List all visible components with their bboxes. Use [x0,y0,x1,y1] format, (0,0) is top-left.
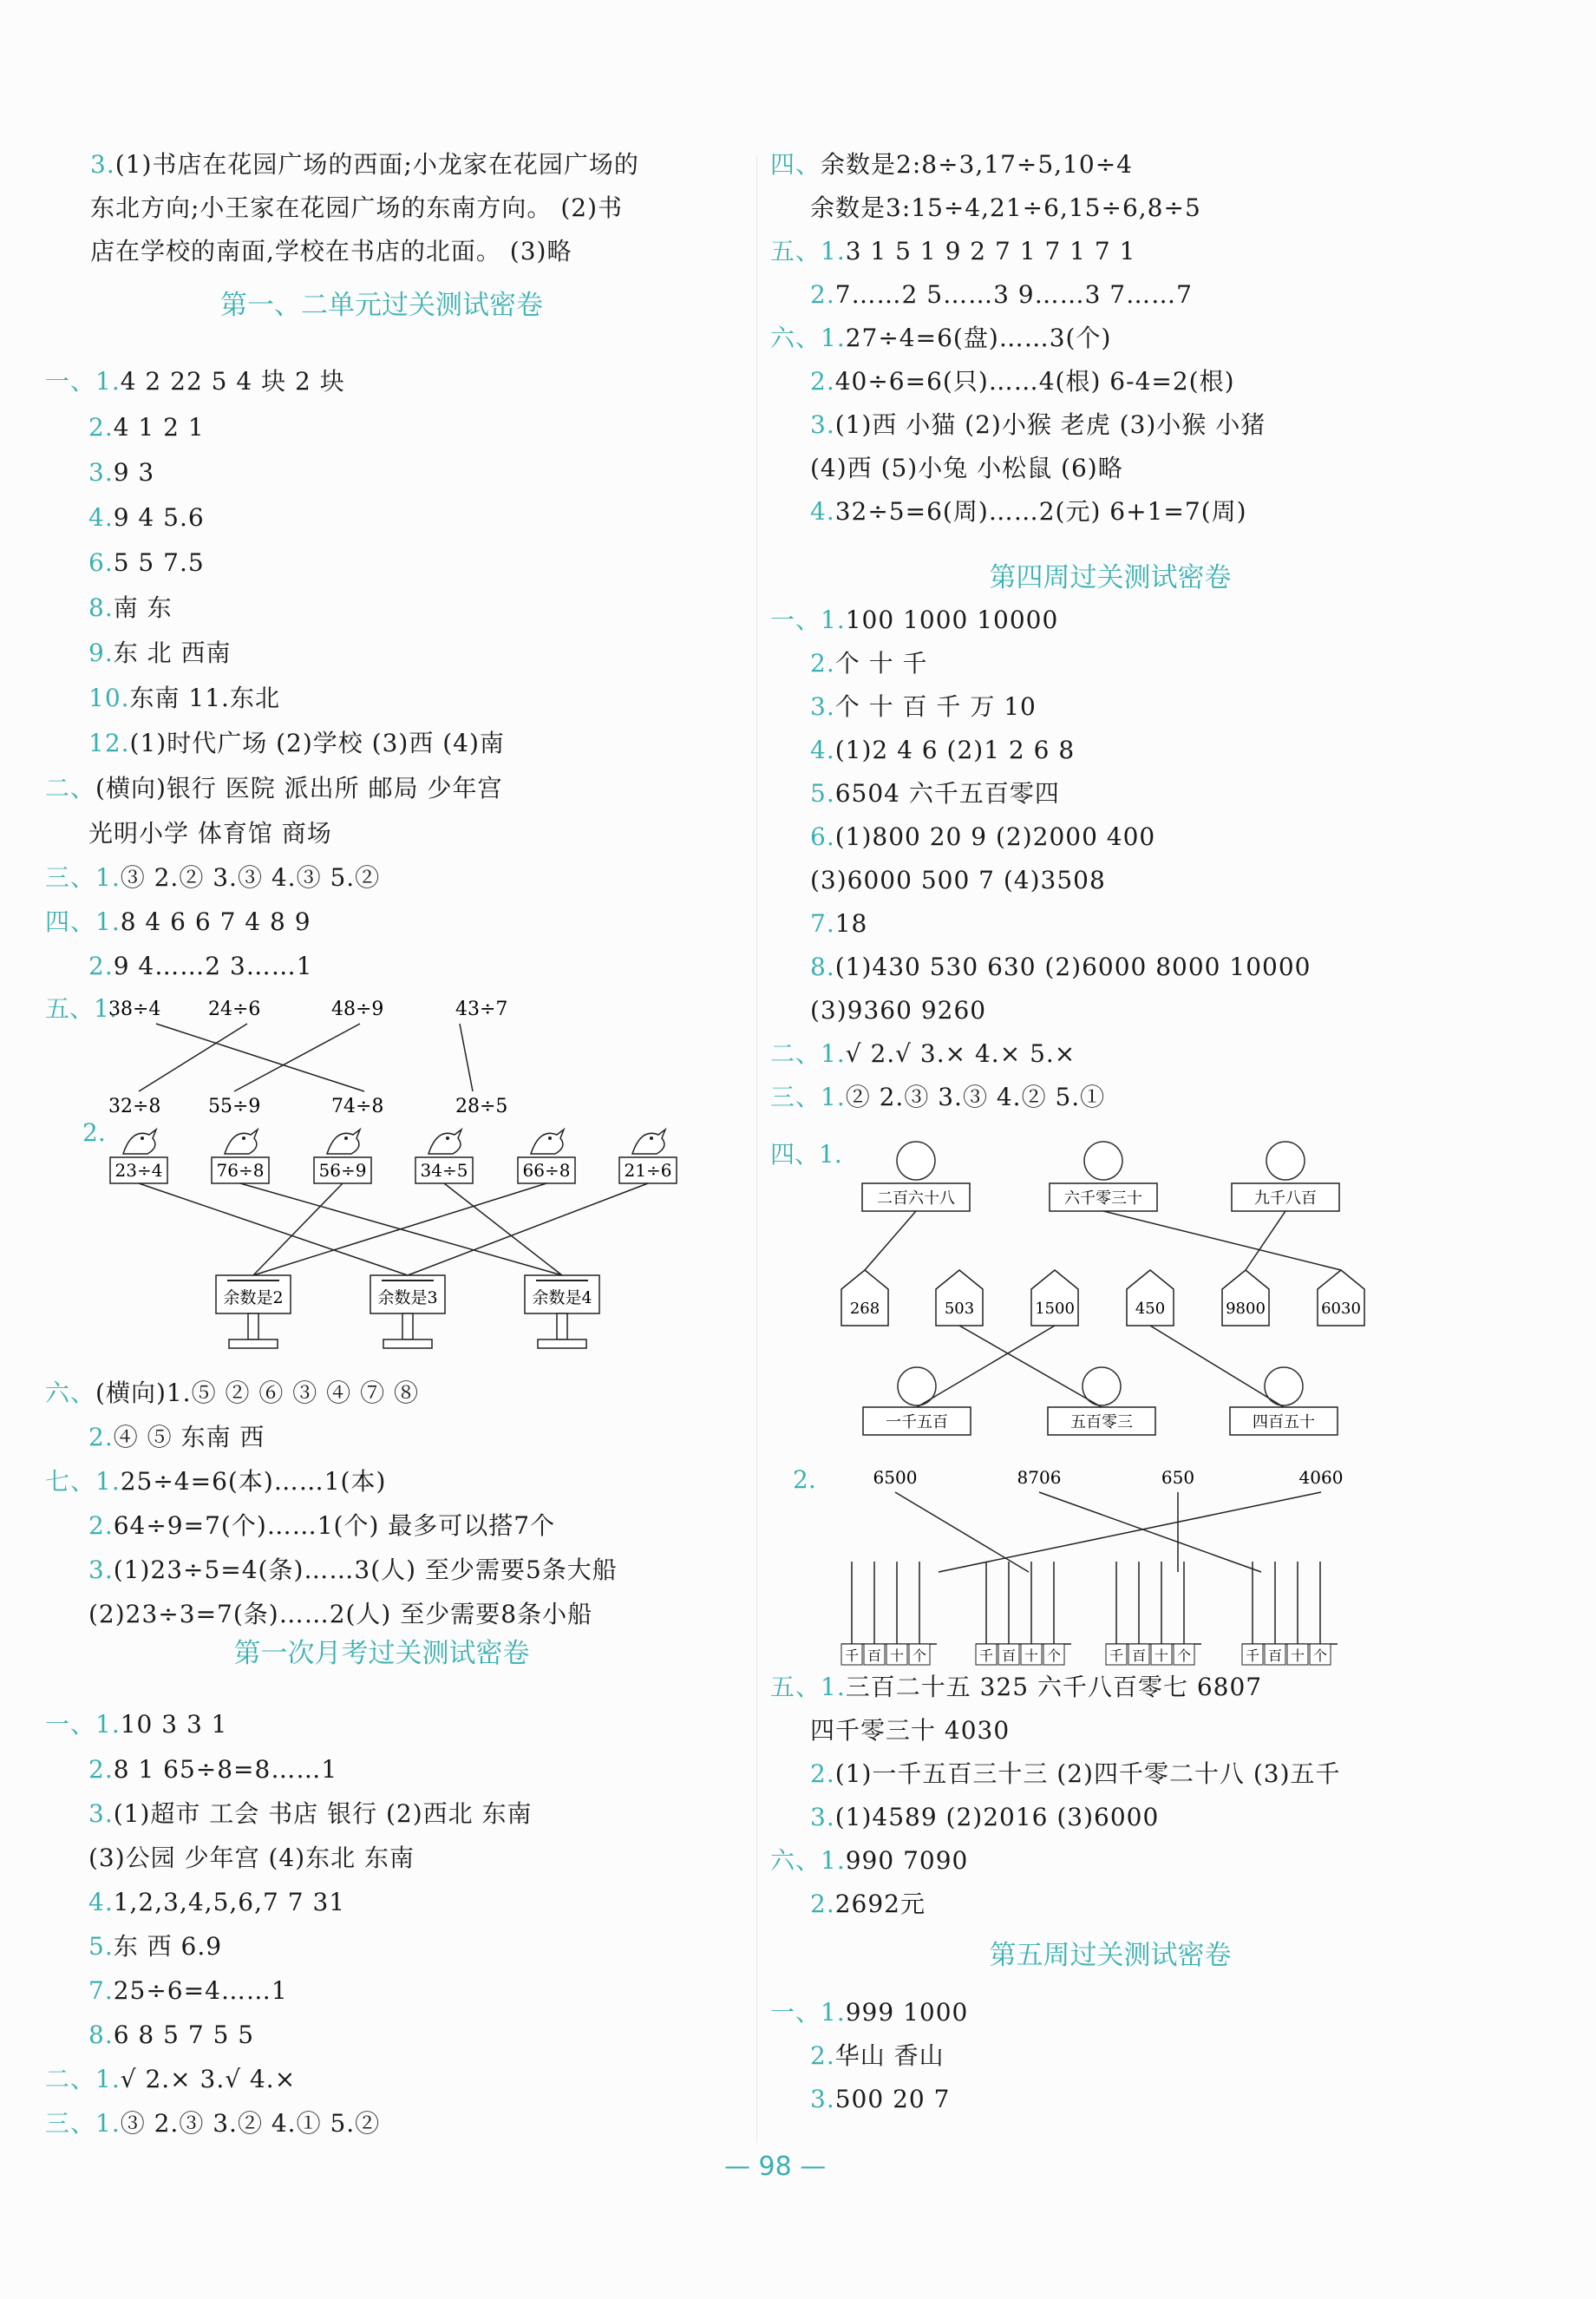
expression-text: 21÷6 [624,1160,672,1181]
house-number: 9800 [1226,1300,1266,1318]
bird-icon [632,1130,665,1154]
answer-text: ③ 2.② 3.③ 4.③ 5.② [120,863,381,892]
answer-line [88,1509,555,1543]
answer-text: (1)430 530 630 (2)6000 8000 10000 [834,953,1311,981]
diagram-label: 2. [82,1119,106,1147]
answer-text: (1)2 4 6 (2)1 2 6 8 [834,736,1076,764]
place-label: 十 [1024,1647,1039,1664]
answer-line [810,690,1037,724]
diagram-label: 五、1. [45,994,117,1023]
answer-text: 四千零三十 4030 [810,1716,1011,1745]
stand-icon [525,1275,599,1348]
answer-line [810,1713,1010,1748]
abacus-match-diagram [763,1457,1423,1666]
answer-text: (横向)银行 医院 派出所 邮局 少年宫 [95,774,503,802]
answer-line [810,1800,1159,1835]
item-number: 一、1. [45,367,121,396]
answer-line [88,1929,222,1964]
answer-line [88,1797,533,1831]
answer-text: 店在学校的南面,学校在书店的北面。 (3)略 [90,237,572,265]
sign-text: 二百六十八 [877,1189,955,1208]
item-number: 2. [810,280,835,309]
answer-text: (1)书店在花园广场的西面;小龙家在花园广场的 [114,150,639,179]
answer-text: (横向)1.⑤ ② ⑥ ③ ④ ⑦ ⑧ [95,1379,419,1407]
answer-text: 1,2,3,4,5,6,7 7 31 [113,1888,346,1916]
item-number: 3. [810,2085,835,2113]
item-number: 12. [88,729,130,757]
answer-text: 6504 六千五百零四 [834,779,1060,808]
house-number: 6030 [1321,1300,1361,1318]
answer-text: 东 北 西南 [113,639,232,667]
item-number: 4. [810,497,835,526]
expr: 43÷7 [455,999,508,1020]
answer-text: 光明小学 体育馆 商场 [88,819,332,848]
item-number: 一、1. [45,1710,121,1739]
answer-text: 3 1 5 1 9 2 7 1 7 1 7 1 [845,237,1136,265]
place-label: 百 [1267,1647,1283,1664]
answer-text: (3)9360 9260 [810,996,987,1025]
place-label: 千 [1109,1647,1124,1664]
item-number: 3. [810,1803,835,1831]
answer-text: 27÷4=6(盘)……3(个) [845,324,1112,352]
item-number: 8. [810,953,835,981]
answer-text: (1)800 20 9 (2)2000 400 [834,822,1156,851]
answer-line [88,726,505,761]
answer-text: 东北方向;小王家在花园广场的东南方向。 (2)书 [90,193,623,222]
answer-line [770,321,1111,356]
answer-line [810,1757,1341,1791]
expression-text: 34÷5 [420,1160,468,1181]
item-number: 一、1. [770,1998,846,2027]
answer-line [810,863,1106,898]
item-number: 三、1. [770,1083,846,1111]
answer-text: 6 8 5 7 5 5 [113,2021,255,2049]
answer-line [88,410,205,445]
answer-line [810,950,1311,985]
sign-text: 九千八百 [1254,1189,1317,1208]
answer-line [45,2062,296,2097]
place-label: 百 [1131,1647,1147,1664]
answer-text: 东 西 6.9 [113,1932,223,1961]
expr: 28÷5 [455,1096,508,1117]
item-number: 6. [88,548,114,577]
item-number: 3. [88,1799,114,1828]
answer-text: 4 1 2 1 [113,413,205,442]
stand-icon [370,1275,445,1348]
stand-label: 余数是2 [223,1288,284,1307]
answer-text: 9 3 [113,458,155,487]
item-number: 2. [810,2041,835,2070]
item-number: 二、1. [770,1039,846,1068]
answer-line [770,1844,968,1878]
answer-text: 余数是3:15÷4,21÷6,15÷6,8÷5 [810,193,1201,222]
answer-line [770,1995,968,2030]
answer-text: 个 十 百 千 万 10 [834,692,1037,721]
number-label: 650 [1161,1467,1195,1488]
place-label: 个 [912,1647,927,1664]
item-number: 9. [88,639,114,667]
stand-label: 余数是4 [532,1288,592,1307]
answer-text: 500 20 7 [834,2085,951,2113]
answer-text: ② 2.③ 3.③ 4.② 5.① [845,1083,1106,1111]
answer-line [810,1887,926,1922]
answer-line [88,1974,288,2008]
answer-text: 8 4 6 6 7 4 8 9 [120,907,311,936]
answer-text: 32÷5=6(周)……2(元) 6+1=7(周) [834,497,1247,526]
answer-text: (1)时代广场 (2)学校 (3)西 (4)南 [129,729,505,757]
item-number: 六、1. [770,324,846,352]
expression-text: 23÷4 [114,1160,163,1181]
item-number: 2. [88,952,114,980]
item-number: 六、1. [770,1846,846,1875]
answer-line [88,1597,592,1632]
answer-line [810,733,1075,768]
item-number: 三、1. [45,2109,121,2138]
item-number: 4. [810,736,835,764]
answer-line [810,2039,945,2073]
answer-line [88,636,232,671]
abacus-icon [1106,1562,1201,1665]
expr: 24÷6 [208,999,261,1020]
number-label: 6500 [873,1467,918,1488]
answer-line [810,191,1201,226]
answer-line [810,907,867,941]
answer-line [88,1752,337,1787]
bird-icon [531,1130,564,1154]
item-number: 3. [88,1556,114,1584]
item-number: 2. [810,649,835,678]
house-number: 503 [944,1300,975,1318]
sign-text: 五百零三 [1070,1413,1133,1431]
animal-icon [1084,1142,1122,1180]
stand-label: 余数是3 [377,1288,438,1307]
answer-line [88,1553,618,1588]
answer-line [770,603,1058,638]
abacus-icon [841,1562,937,1665]
answer-text: 9 4……2 3……1 [113,952,313,980]
item-number: 四、 [770,150,821,179]
answer-text: 东南 11.东北 [129,684,280,712]
answer-text: 64÷9=7(个)……1(个) 最多可以搭7个 [113,1511,556,1540]
expression-text: 76÷8 [216,1160,265,1181]
answer-line [45,1464,386,1499]
item-number: 一、1. [770,606,846,634]
item-number: 5. [810,779,835,808]
answer-text: 10 3 3 1 [120,1710,228,1739]
answer-text: (2)23÷3=7(条)……2(人) 至少需要8条小船 [88,1600,593,1628]
answer-text: √ 2.√ 3.× 4.× 5.× [845,1039,1076,1068]
answer-line [810,646,928,681]
answer-text: 个 十 千 [834,649,928,678]
page-number: — 98 — [724,2152,827,2182]
sign-text: 一千五百 [886,1413,948,1431]
answer-text: 4 2 22 5 4 块 2 块 [120,367,345,396]
number-label: 8706 [1017,1467,1062,1488]
item-number: 4. [88,1888,114,1916]
answer-text: 40÷6=6(只)……4(根) 6-4=2(根) [834,367,1235,396]
answer-line [88,949,313,984]
item-number: 2. [88,1423,114,1451]
place-label: 千 [1245,1647,1260,1664]
item-number: 3. [810,692,835,721]
answer-text: 999 1000 [845,1998,969,2027]
answer-text: (3)公园 少年宫 (4)东北 东南 [88,1844,415,1872]
item-number: 7. [88,1976,114,2005]
answer-text: (3)6000 500 7 (4)3508 [810,866,1106,894]
place-label: 个 [1046,1647,1062,1664]
answer-text: 8 1 65÷8=8……1 [113,1755,338,1784]
sign-text: 四百五十 [1253,1413,1315,1431]
item-number: 2. [88,1511,114,1540]
sign-text: 六千零三十 [1064,1189,1142,1208]
answer-text: (1)超市 工会 书店 银行 (2)西北 东南 [113,1799,533,1828]
answer-line [90,191,623,226]
diagram-label: 2. [793,1465,816,1494]
bird-icon [123,1130,156,1154]
item-number: 2. [810,1759,835,1788]
answer-line [45,771,502,806]
item-number: 8. [88,2021,114,2049]
number-label: 4060 [1298,1467,1344,1488]
item-number: 3. [88,458,114,487]
answer-line [810,495,1247,529]
section-title: 第一、二单元过关测试密卷 [220,290,543,321]
animal-icon [1266,1142,1305,1180]
item-number: 三、1. [45,863,121,892]
item-number: 8. [88,593,114,622]
stand-icon [216,1275,291,1348]
item-number: 3. [810,410,835,439]
place-label: 十 [1290,1647,1305,1664]
place-label: 十 [889,1647,905,1664]
answer-text: 990 7090 [845,1846,969,1875]
answer-text: (4)西 (5)小兔 小松鼠 (6)略 [810,454,1123,482]
place-label: 个 [1176,1647,1192,1664]
place-label: 百 [867,1647,882,1664]
abacus-icon [976,1562,1071,1665]
section-title: 第四周过关测试密卷 [989,562,1232,593]
answer-line [88,455,154,490]
place-label: 千 [978,1647,994,1664]
expression-text: 66÷8 [522,1160,571,1181]
animal-icon [897,1142,935,1180]
bird-icon [225,1130,258,1154]
expr: 48÷9 [331,999,384,1020]
answer-text: 7……2 5……3 9……3 7……7 [834,280,1193,309]
item-number: 2. [88,413,114,442]
abacus-icon [1242,1562,1338,1665]
expr: 38÷4 [108,999,161,1020]
answer-line [90,147,639,182]
answer-text: 5 5 7.5 [113,548,205,577]
place-label: 百 [1001,1647,1017,1664]
item-number: 二、 [45,774,96,802]
expr: 32÷8 [108,1096,161,1117]
expr: 55÷9 [208,1096,261,1117]
answer-line [770,234,1135,269]
answer-line [810,408,1266,442]
answer-line [810,364,1235,399]
division-match-diagram [35,989,555,1119]
answer-text: 南 东 [113,593,173,622]
number-house-diagram [763,1128,1388,1466]
answer-line [45,1376,419,1411]
bird-icon [327,1130,360,1154]
place-label: 千 [844,1647,860,1664]
answer-line [810,820,1155,855]
answer-line [810,451,1123,486]
house-number: 1500 [1035,1300,1075,1318]
item-number: 10. [88,684,130,712]
answer-text: 18 [834,909,868,938]
answer-text: (1)西 小猫 (2)小猴 老虎 (3)小猴 小猪 [834,410,1266,439]
section-title: 第一次月考过关测试密卷 [233,1638,530,1669]
answer-text: 三百二十五 325 六千八百零七 6807 [845,1673,1263,1701]
answer-line [810,2082,950,2117]
item-number: 2. [88,1755,114,1784]
answer-text: 余数是2:8÷3,17÷5,10÷4 [821,150,1133,179]
answer-line [45,2106,380,2141]
answer-line [770,1037,1076,1071]
answer-text: 25÷6=4……1 [113,1976,288,2005]
item-number: 2. [810,367,835,396]
answer-text: 2692元 [834,1890,926,1918]
item-number: 七、1. [45,1467,121,1496]
house-number: 450 [1135,1300,1166,1318]
answer-text: (1)23÷5=4(条)……3(人) 至少需要5条大船 [113,1556,618,1584]
item-number: 六、 [45,1379,96,1407]
answer-line [88,816,332,851]
answer-line [88,501,205,535]
answer-text: ③ 2.③ 3.② 4.① 5.② [120,2109,381,2138]
answer-line [45,905,311,940]
answer-line [45,364,345,399]
expression-text: 56÷9 [318,1160,367,1181]
answer-line [770,1080,1105,1115]
section-title: 第五周过关测试密卷 [989,1940,1232,1971]
expr: 74÷8 [331,1096,384,1117]
answer-line [88,2018,254,2053]
item-number: 7. [810,909,835,938]
item-number: 四、1. [45,907,121,936]
answer-text: 100 1000 10000 [845,606,1059,634]
answer-line [88,1420,265,1455]
answer-line [90,234,572,269]
item-number: 2. [810,1890,835,1918]
answer-text: (1)4589 (2)2016 (3)6000 [834,1803,1160,1831]
item-number: 5. [88,1932,114,1961]
bird-icon [428,1130,461,1154]
answer-line [88,591,173,626]
answer-text: √ 2.× 3.√ 4.× [120,2065,297,2093]
item-number: 二、1. [45,2065,121,2093]
item-number: 6. [810,822,835,851]
answer-line [810,993,986,1028]
item-number: 3. [90,150,115,179]
answer-text: 9 4 5.6 [113,503,205,532]
item-number: 五、1. [770,237,846,265]
answer-line [770,1670,1262,1705]
item-number: 4. [88,503,114,532]
answer-line [88,546,205,580]
house-number: 268 [849,1300,880,1318]
answer-line [88,1841,415,1876]
answer-line [770,147,1133,182]
answer-line [88,1885,345,1920]
remainder-match-diagram [35,1119,711,1379]
answer-text: 华山 香山 [834,2041,945,2070]
answer-line [45,1707,228,1742]
place-label: 个 [1312,1647,1328,1664]
answer-text: 25÷4=6(本)……1(本) [120,1467,387,1496]
answer-line [88,681,280,716]
answer-text: ④ ⑤ 东南 西 [113,1423,265,1451]
place-label: 十 [1154,1647,1169,1664]
answer-text: (1)一千五百三十三 (2)四千零二十八 (3)五千 [834,1759,1341,1788]
answer-line [810,776,1060,811]
diagram-label: 四、1. [770,1140,842,1169]
answer-line [810,278,1193,312]
answer-line [45,861,380,895]
column-divider [756,156,757,2143]
item-number: 五、1. [770,1673,846,1701]
